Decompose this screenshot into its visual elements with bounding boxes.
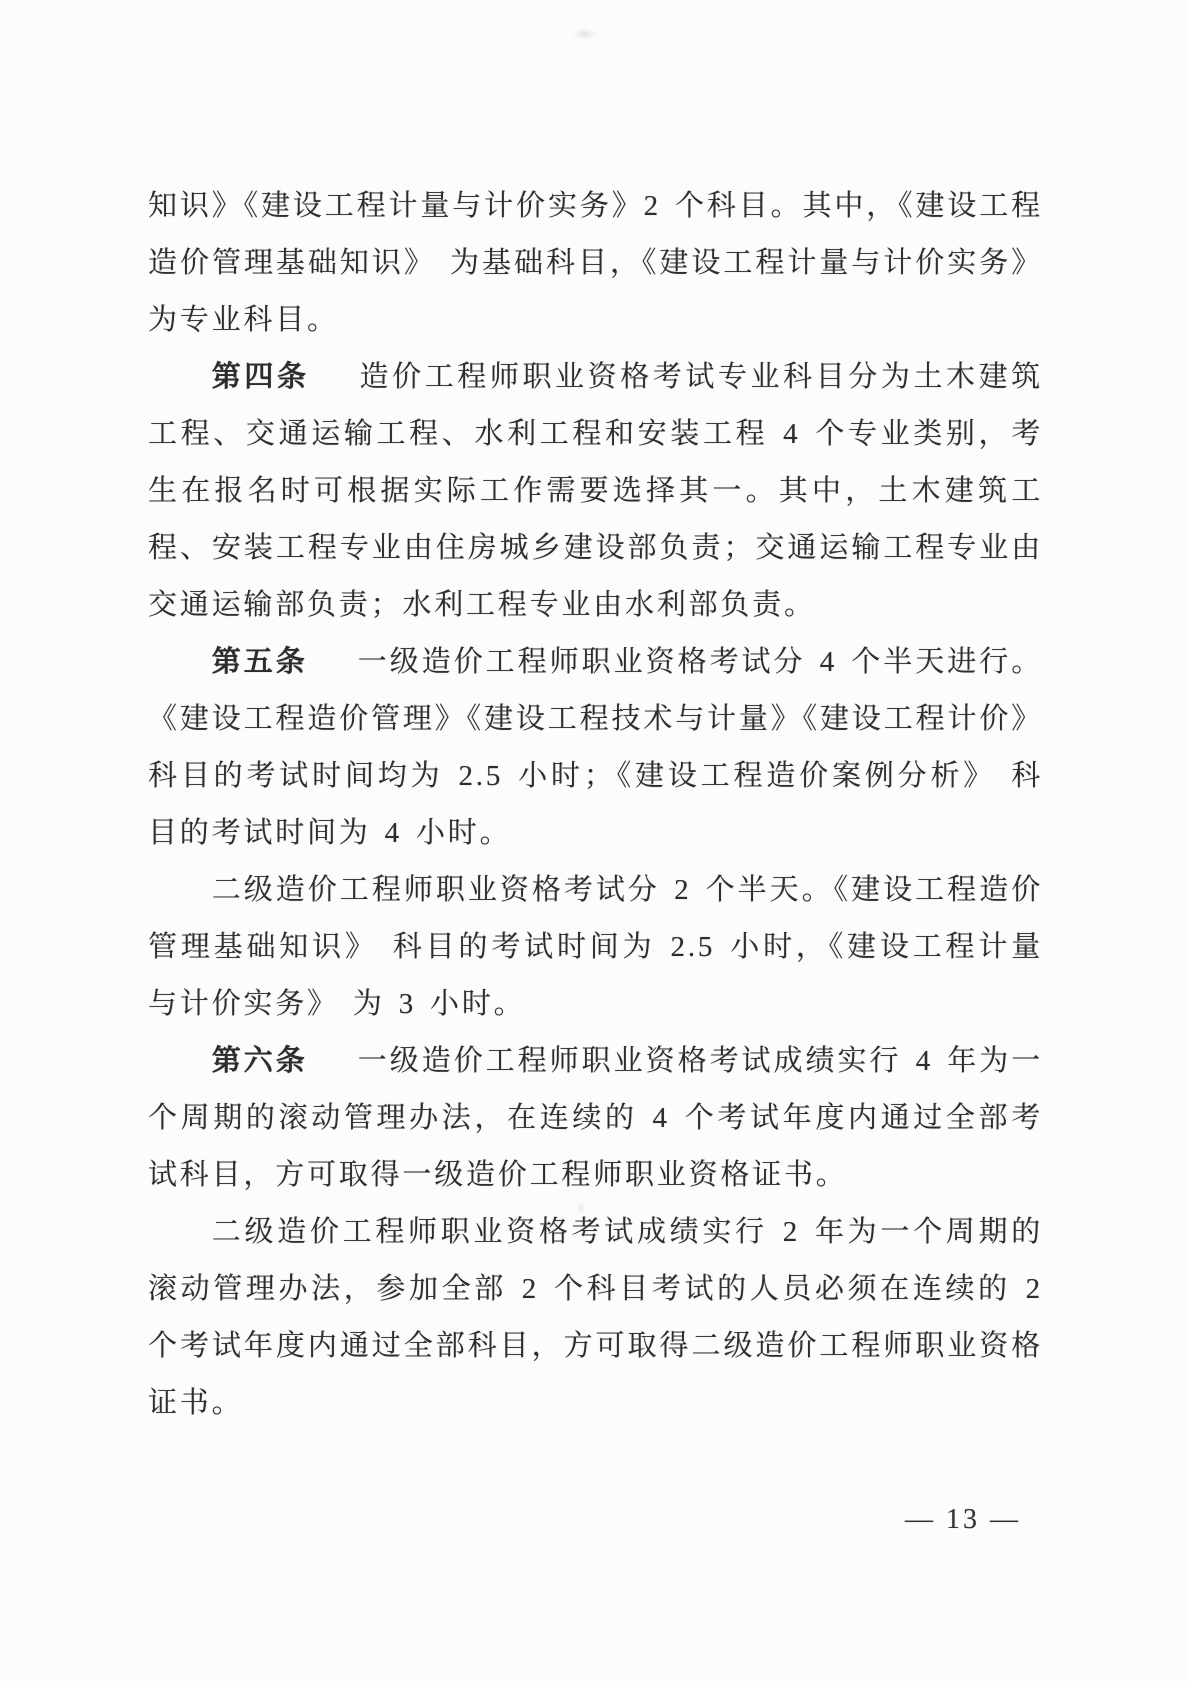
scan-artifact-smudge [572, 28, 598, 40]
page-number: — 13 — [905, 1504, 1021, 1535]
document-body [148, 178, 1043, 1432]
paragraph-text: 造价工程师职业资格考试专业科目分为土木建筑工程、交通运输工程、水利工程和安装工程 4 个专业类别，考生在报名时可根据实际工作需要选择其一。其中，土木建筑工程、安装工程专业由住房城乡建设部负责；交通运输工程专业由交通运输部负责；水利工程专业由水利部负责。 [148, 361, 1043, 621]
article-number-label: 第四条 [211, 361, 310, 393]
paragraph-article-4 [148, 349, 1043, 634]
paragraph-level2-results [148, 1204, 1043, 1432]
paragraph-continuation [148, 178, 1043, 349]
paragraph-article-6 [148, 1033, 1043, 1204]
paragraph-text: 一级造价工程师职业资格考试成绩实行 4 年为一个周期的滚动管理办法，在连续的 4 个考试年度内通过全部考试科目，方可取得一级造价工程师职业资格证书。 [148, 1045, 1043, 1191]
article-number-label: 第六条 [211, 1045, 308, 1077]
article-number-label: 第五条 [211, 646, 308, 678]
paragraph-text: 知识》《建设工程计量与计价实务》2 个科目。其中，《建设工程造价管理基础知识》 为基础科目，《建设工程计量与计价实务》 为专业科目。 [148, 190, 1043, 336]
paragraph-text: 二级造价工程师职业资格考试分 2 个半天。《建设工程造价管理基础知识》 科目的考试时间为 2.5 小时，《建设工程计量与计价实务》 为 3 小时。 [148, 874, 1043, 1020]
paragraph-article-5 [148, 634, 1043, 862]
paragraph-level2-exam [148, 862, 1043, 1033]
paragraph-text: 一级造价工程师职业资格考试分 4 个半天进行。《建设工程造价管理》《建设工程技术与计量》《建设工程计价》科目的考试时间均为 2.5 小时；《建设工程造价案例分析》 科目的考试时间为 4 小时。 [148, 646, 1043, 849]
paragraph-text: 二级造价工程师职业资格考试成绩实行 2 年为一个周期的滚动管理办法，参加全部 2 个科目考试的人员必须在连续的 2 个考试年度内通过全部科目，方可取得二级造价工程师职业资格证书。 [148, 1216, 1043, 1419]
